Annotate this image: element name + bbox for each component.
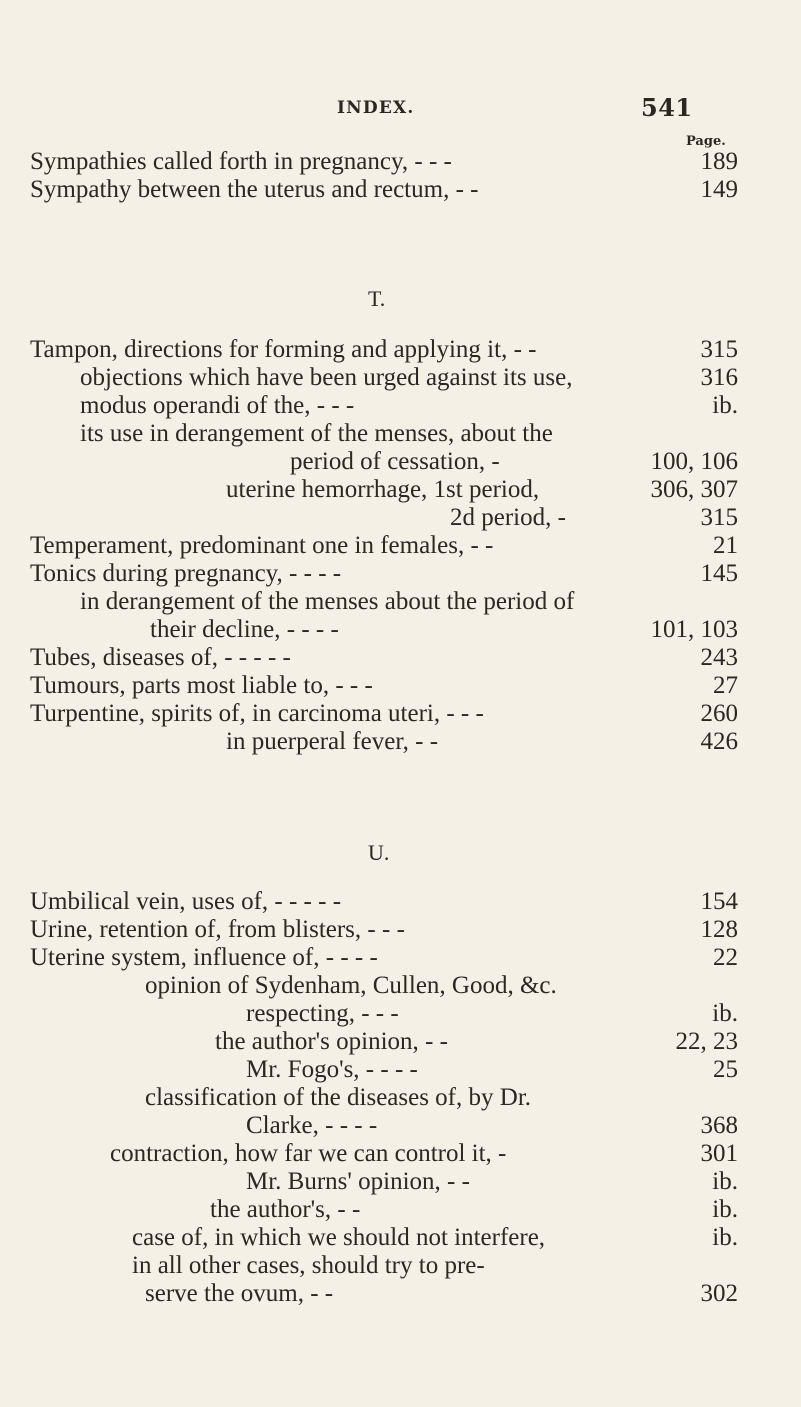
entry-text: case of, in which we should not interfere,: [132, 1224, 546, 1251]
index-entry: [0, 392, 801, 420]
index-entry: [0, 448, 801, 476]
entry-text: Tampon, directions for forming and applying it, - -: [30, 336, 537, 363]
index-entry: [0, 476, 801, 504]
entry-page: 243: [700, 644, 738, 671]
index-entry: [0, 700, 801, 728]
entry-text: Uterine system, influence of, - - - -: [30, 944, 378, 971]
section-letter-u: U.: [368, 840, 390, 865]
entry-text: the author's, - -: [210, 1196, 361, 1223]
entry-page: 27: [713, 672, 738, 699]
index-entry: [0, 532, 801, 560]
entry-page: ib.: [712, 392, 738, 419]
entry-text: Turpentine, spirits of, in carcinoma uteri, - - -: [30, 700, 484, 727]
entry-text: Umbilical vein, uses of, - - - - -: [30, 888, 342, 915]
index-entry: [0, 672, 801, 700]
entry-text: respecting, - - -: [246, 1000, 399, 1027]
entry-text: Temperament, predominant one in females, - -: [30, 532, 494, 559]
entry-text: modus operandi of the, - - -: [80, 392, 355, 419]
index-entry: [0, 1196, 801, 1224]
entry-page: ib.: [712, 1168, 738, 1195]
entry-page: 154: [700, 888, 738, 915]
entry-text: Clarke, - - - -: [246, 1112, 378, 1139]
entry-page: 306, 307: [650, 476, 738, 503]
index-entry: [0, 1028, 801, 1056]
entry-text: opinion of Sydenham, Cullen, Good, &c.: [145, 972, 557, 999]
entry-page: 21: [713, 532, 738, 559]
entry-page: 315: [700, 504, 738, 531]
index-entry: [0, 1280, 801, 1308]
entry-text: uterine hemorrhage, 1st period,: [226, 476, 540, 503]
entry-page: 145: [700, 560, 738, 587]
index-entry: [0, 148, 801, 176]
entry-text: 2d period, -: [450, 504, 566, 531]
index-entry: [0, 364, 801, 392]
entry-text: their decline, - - - -: [150, 616, 339, 643]
section-letter-t: T.: [368, 286, 386, 311]
index-entry: [0, 944, 801, 972]
entry-text: Sympathy between the uterus and rectum, - -: [30, 176, 479, 203]
index-entry: [0, 1000, 801, 1028]
entry-page: 149: [700, 176, 738, 203]
index-entry: [0, 728, 801, 756]
running-header-title: INDEX.: [337, 98, 415, 118]
entry-text: its use in derangement of the menses, about the: [80, 420, 553, 447]
index-entry: [0, 1252, 801, 1280]
index-entry: [0, 644, 801, 672]
index-entry: [0, 504, 801, 532]
index-entry: [0, 336, 801, 364]
entry-page: 25: [713, 1056, 738, 1083]
page-number: 541: [641, 93, 693, 122]
entry-page: 316: [700, 364, 738, 391]
entry-text: Tumours, parts most liable to, - - -: [30, 672, 373, 699]
index-entry: [0, 972, 801, 1000]
entry-page: ib.: [712, 1224, 738, 1251]
entry-page: 101, 103: [650, 616, 738, 643]
entry-page: 100, 106: [650, 448, 738, 475]
index-entry: [0, 1140, 801, 1168]
entry-page: 260: [700, 700, 738, 727]
entry-page: ib.: [712, 1196, 738, 1223]
index-entry: [0, 1224, 801, 1252]
entry-page: 22: [713, 944, 738, 971]
entry-text: objections which have been urged against its use,: [80, 364, 573, 391]
entry-text: Mr. Fogo's, - - - -: [246, 1056, 418, 1083]
entry-text: in all other cases, should try to pre-: [132, 1252, 485, 1279]
entry-text: Urine, retention of, from blisters, - - -: [30, 916, 405, 943]
entry-text: Sympathies called forth in pregnancy, - - -: [30, 148, 452, 175]
entry-text: serve the ovum, - -: [145, 1280, 334, 1307]
index-entry: [0, 916, 801, 944]
entry-text: Tubes, diseases of, - - - - -: [30, 644, 291, 671]
entry-page: 189: [700, 148, 738, 175]
entry-page: 22, 23: [675, 1028, 738, 1055]
index-entry: [0, 1056, 801, 1084]
index-entry: [0, 176, 801, 204]
entry-page: 426: [700, 728, 738, 755]
entry-page: ib.: [712, 1000, 738, 1027]
entry-text: Mr. Burns' opinion, - -: [246, 1168, 470, 1195]
entry-page: 128: [700, 916, 738, 943]
entry-page: 315: [700, 336, 738, 363]
entry-text: Tonics during pregnancy, - - - -: [30, 560, 342, 587]
index-entry: [0, 420, 801, 448]
index-entry: [0, 888, 801, 916]
index-entry: [0, 616, 801, 644]
entry-text: in derangement of the menses about the period of: [80, 588, 575, 615]
entry-page: 301: [700, 1140, 738, 1167]
entry-page: 368: [700, 1112, 738, 1139]
index-entry: [0, 1168, 801, 1196]
entry-text: in puerperal fever, - -: [226, 728, 439, 755]
entry-text: classification of the diseases of, by Dr.: [145, 1084, 532, 1111]
entry-text: period of cessation, -: [290, 448, 500, 475]
entry-page: 302: [700, 1280, 738, 1307]
index-entry: [0, 1112, 801, 1140]
entry-text: contraction, how far we can control it, -: [110, 1140, 507, 1167]
index-entry: [0, 588, 801, 616]
index-entry: [0, 560, 801, 588]
page-column-label: Page.: [686, 134, 726, 149]
entry-text: the author's opinion, - -: [215, 1028, 448, 1055]
index-entry: [0, 1084, 801, 1112]
